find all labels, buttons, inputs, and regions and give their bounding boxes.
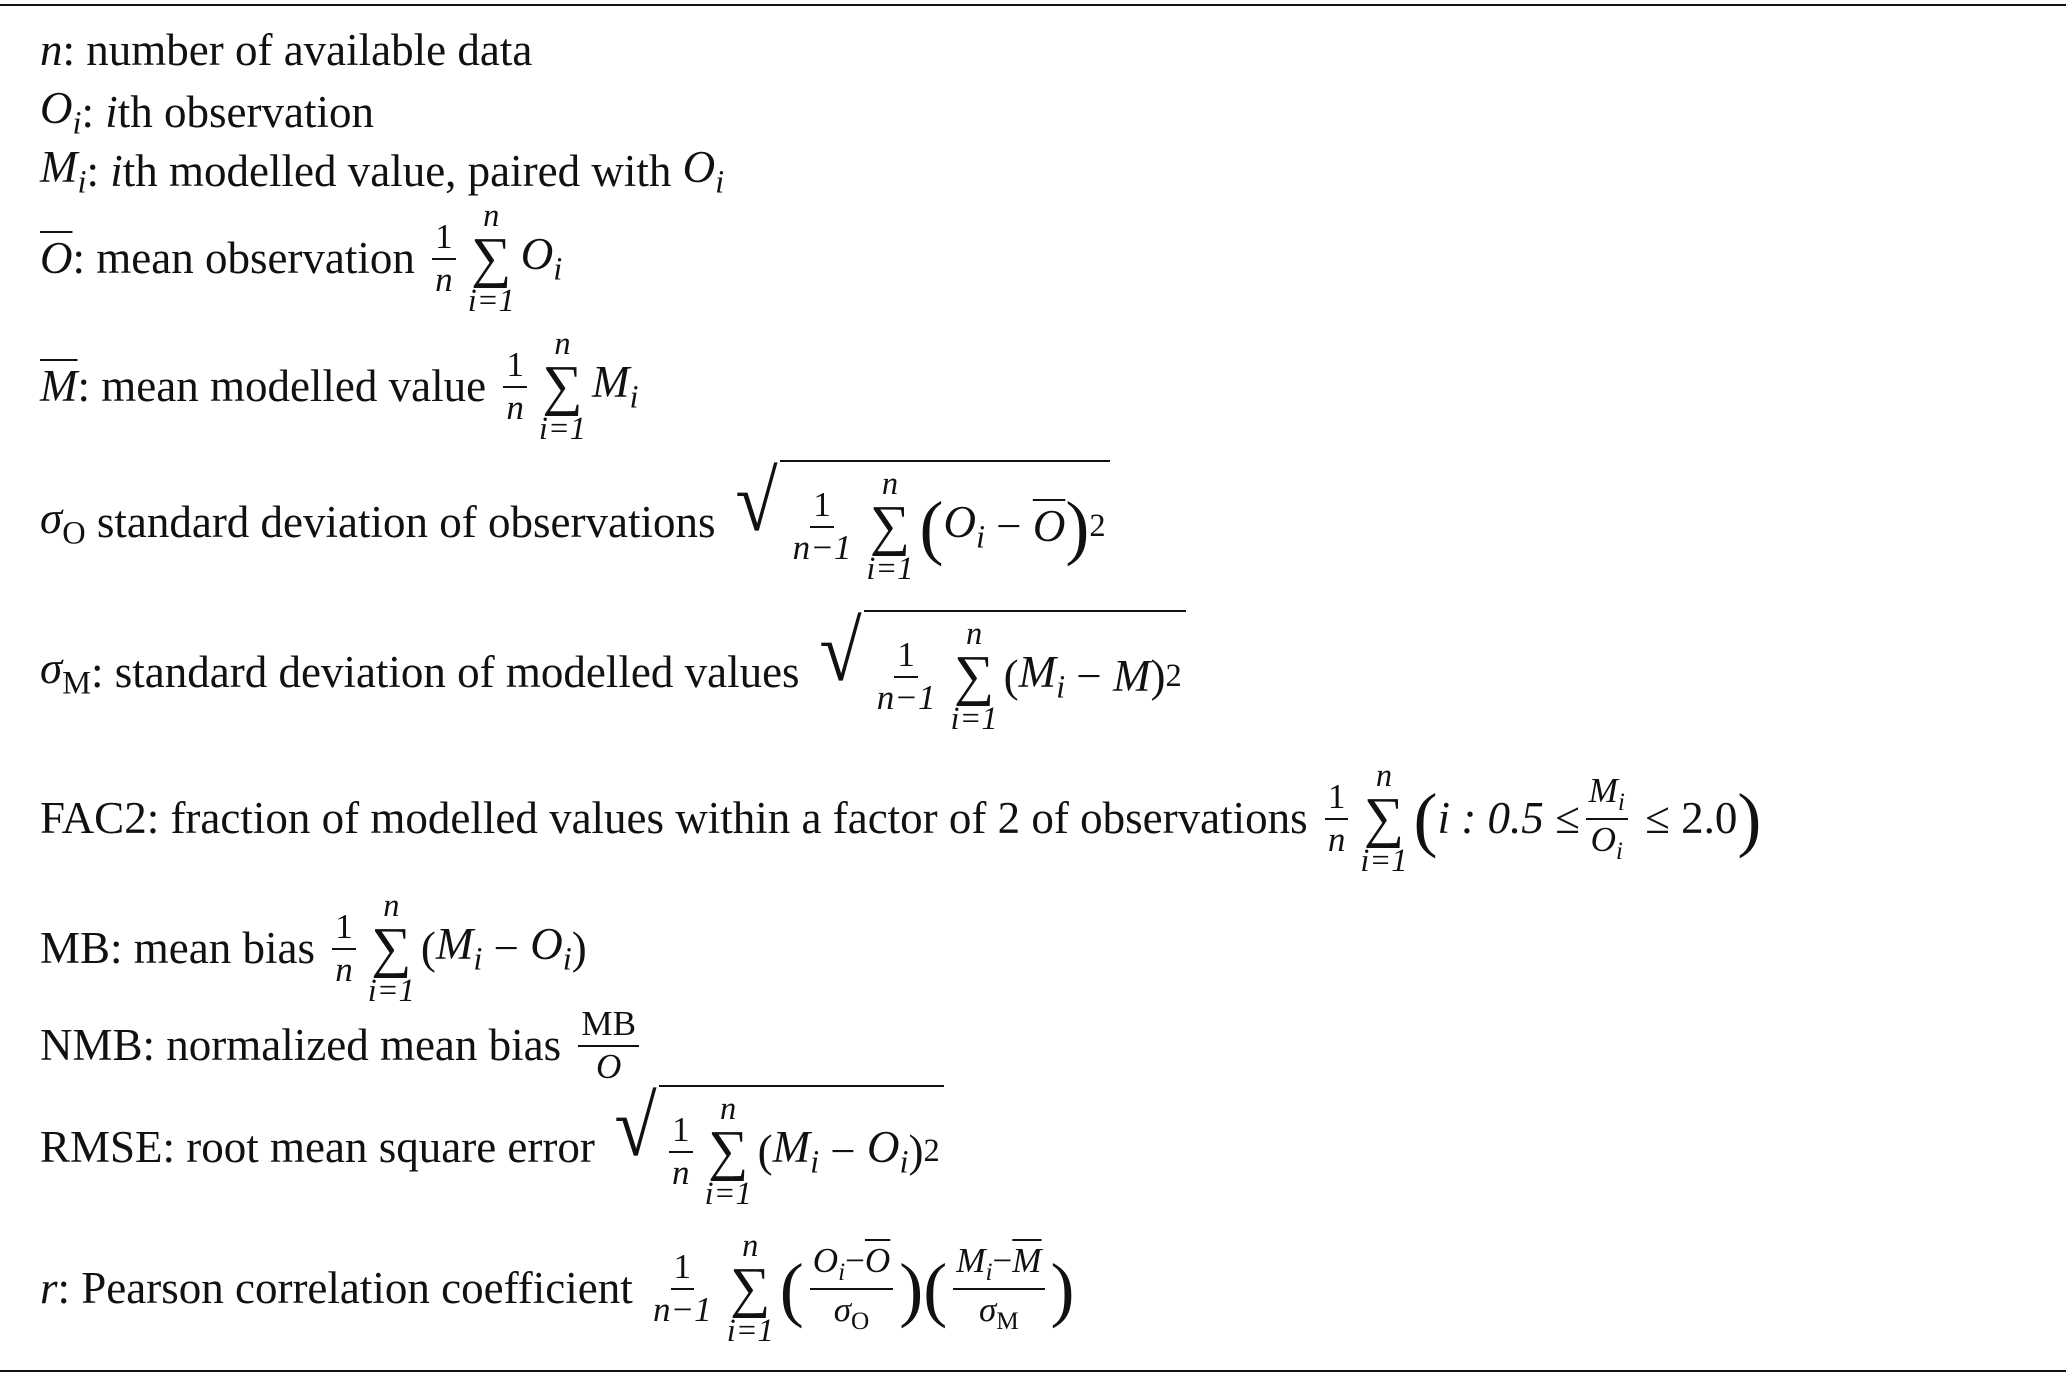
- def-mbar: $\overline{M}$ : mean modelled value $\frac{1}{n}$ n ∑ i=1 $M_i$: [40, 326, 639, 447]
- symbol-r: r: [40, 1263, 58, 1314]
- fraction-1-over-n: $\frac{1}{n}$: [432, 219, 456, 299]
- summation: n ∑ i=1: [467, 198, 515, 319]
- def-mi: $M_i$ : i th modelled value, paired with $O_i$: [40, 142, 725, 201]
- bottom-rule: [0, 1370, 2066, 1372]
- def-r: r : Pearson correlation coefficient $\frac{1}{n-1}$ n ∑ i=1 ( $\frac{O_i-\overline{O}}{\sigma_O}$ ) ( $\frac{M_i-\overline{M}}{\sigma_M}$ ): [40, 1228, 1075, 1349]
- def-nmb-text: NMB: normalized mean bias: [40, 1020, 573, 1071]
- def-obar: $\overline{O}$ : mean observation $\frac{1}{n}$ n ∑ i=1 $O_i$: [40, 198, 563, 319]
- def-rmse-text: RMSE: root mean square error: [40, 1122, 607, 1173]
- def-sigma-m-text: : standard deviation of modelled values: [91, 647, 811, 698]
- symbol-sigma-m: $\sigma_M$: [40, 642, 92, 701]
- symbol-obar: $\overline{O}$: [40, 233, 73, 284]
- def-sigma-o-text: standard deviation of observations: [85, 497, 727, 548]
- def-mbar-text: : mean modelled value: [77, 361, 498, 412]
- symbol-mbar: $\overline{M}$: [40, 361, 78, 412]
- def-mb-text: MB: mean bias: [40, 923, 327, 974]
- def-rmse: [40, 1080, 944, 1212]
- square-root: √ $\frac{1}{n-1}$ n ∑ i=1 ( $O_i$ − $\overline{O}$ ) 2: [733, 460, 1110, 585]
- def-mb: MB: mean bias $\frac{1}{n}$ n ∑ i=1 ( $M_i$ − $O_i$ ): [40, 888, 587, 1009]
- top-rule: [0, 4, 2066, 6]
- square-root: √ $\frac{1}{n}$ n ∑ i=1 ( $M_i$ − $O_i$ ) 2: [612, 1085, 944, 1210]
- symbol-mi: $M_i$: [40, 142, 87, 201]
- def-fac2-text: FAC2: fraction of modelled values within a factor of 2 of observations: [40, 793, 1319, 844]
- symbol-n: n: [40, 25, 63, 75]
- def-n: [40, 25, 533, 75]
- def-r-text: : Pearson correlation coefficient: [57, 1263, 644, 1314]
- square-root: √ $\frac{1}{n-1}$ n ∑ i=1 ( $M_i$ − M ) 2: [817, 610, 1186, 735]
- def-fac2: FAC2: fraction of modelled values within a factor of 2 of observations $\frac{1}{n}$ n ∑ i=1 ( i : 0.5 ≤ $\frac{M_i}{O_i}$ ≤ 2.0 ): [40, 758, 1762, 879]
- symbol-oi: $O_i$: [40, 83, 82, 142]
- def-sigma-o: [40, 455, 1110, 587]
- def-n-text: : number of available data: [62, 25, 533, 75]
- def-sigma-m: [40, 605, 1186, 737]
- summation: n ∑ i=1: [538, 326, 586, 447]
- def-oi-text: th observation: [117, 87, 374, 138]
- def-oi: $O_i$ : i th observation: [40, 83, 374, 142]
- fraction-1-over-n: $\frac{1}{n}$: [503, 347, 527, 427]
- def-mi-text: th modelled value, paired with: [122, 146, 683, 197]
- def-nmb: NMB: normalized mean bias $\frac{MB}{O}$: [40, 1006, 645, 1086]
- def-obar-text: : mean observation: [72, 233, 427, 284]
- symbol-sigma-o: $\sigma_O$: [40, 492, 86, 551]
